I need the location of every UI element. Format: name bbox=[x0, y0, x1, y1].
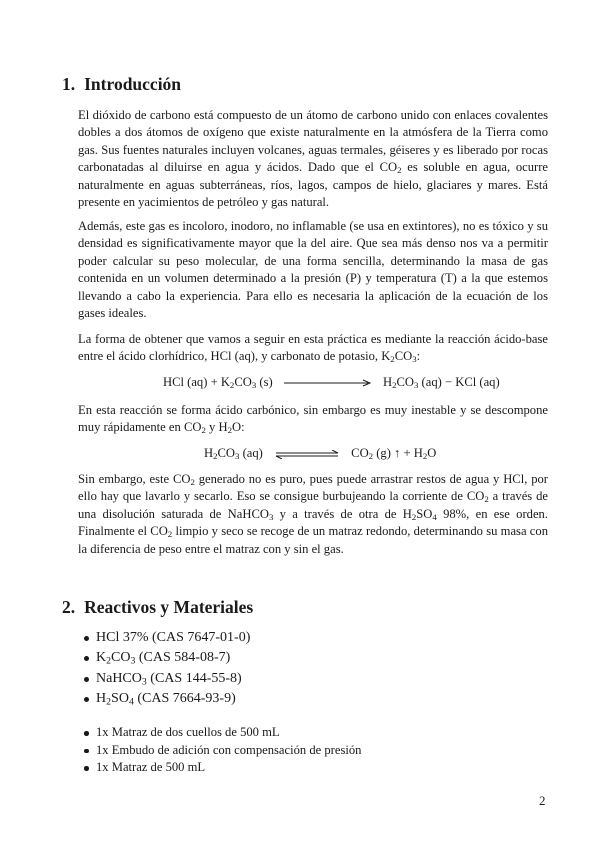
intro-paragraph-1: El dióxido de carbono está compuesto de un átomo de carbono unido con enlaces covalentes dobles a dos átomos de oxígeno que existe naturalmente en la atmósfera de la Tierra como gas. Sus fuentes naturales incluyen volcanes, aguas termales, géiseres y es liberado por rocas carbonatadas al diluirse en agua y ácidos. Dado que el $CO_2$ es soluble en agua, ocurre naturalmente en aguas subterráneas, ríos, lagos, campos de hielo, glaciares y mares. Está presente en yacimientos de petróleo y gas natural. bbox=[78, 108, 548, 210]
materials-list bbox=[84, 724, 361, 777]
intro-paragraph-3: La forma de obtener que vamos a seguir en esta práctica es mediante la reacción ácido-base entre el ácido clorhídrico, HCl (aq), y carbonato de potasio, $K_2CO_3$: bbox=[78, 332, 548, 365]
page-number: 2 bbox=[539, 793, 546, 808]
list-item: $K_2CO_3$ (CAS 584-08-7) bbox=[84, 648, 250, 668]
intro-paragraph-5: Sin embargo, este $CO_2$ generado no es puro, pues puede arrastrar restos de agua y HCl, por ello hay que lavarlo y secarlo. Eso se consigue burbujeando la corriente de $CO_2$ a través de una disolución saturada de NaHCO$_3$ y a través de otra de $H_2SO_4$ 98%, en ese orden. Finalmente el $CO_2$ limpio y seco se recoge de un matraz redondo, determinando su masa con la diferencia de peso entre el matraz con y sin el gas. bbox=[78, 472, 548, 556]
reaction-equation-2: $H_2CO_3$ (aq) $CO_2$ (g) ↑ + $H_2O$ bbox=[204, 446, 437, 462]
reaction-arrow-icon bbox=[284, 379, 372, 387]
equilibrium-arrow-icon bbox=[274, 450, 340, 459]
list-item: NaHCO$_3$ (CAS 144-55-8) bbox=[84, 669, 250, 689]
section-2-title: Reactivos y Materiales bbox=[84, 597, 254, 617]
list-item: 1x Embudo de adición con compensación de presión bbox=[84, 742, 361, 760]
section-2-heading bbox=[62, 597, 253, 618]
intro-paragraph-2: Además, este gas es incoloro, inodoro, no inflamable (se usa en extintores), no es tóxico y su densidad es significativamente mayor que la del aire. Que sea más denso nos va a permitir poder calcular su peso molecular, de una forma sencilla, determinando la masa de gas contenida en un volumen determinado a la presión (P) y temperatura (T) a la que estemos llevando a cabo la experiencia. Para ello es necesaria la aplicación de la ecuación de los gases ideales. bbox=[78, 219, 548, 321]
section-1-title: Introducción bbox=[84, 74, 182, 94]
list-item: $H_2SO_4$ (CAS 7664-93-9) bbox=[84, 689, 250, 709]
list-item: 1x Matraz de dos cuellos de 500 mL bbox=[84, 724, 361, 742]
section-2-number: 2. bbox=[62, 597, 76, 617]
reaction-equation-1: HCl $(aq) + K_2CO_3$ (s) $H_2CO_3$ (aq) − KCl (aq) bbox=[163, 375, 500, 391]
section-1-number: 1. bbox=[62, 74, 76, 94]
list-item: HCl 37% (CAS 7647-01-0) bbox=[84, 628, 250, 648]
reagents-list bbox=[84, 628, 250, 710]
section-1-heading bbox=[62, 74, 181, 95]
intro-paragraph-4: En esta reacción se forma ácido carbónico, sin embargo es muy inestable y se descompone muy rápidamente en $CO_2$ y $H_2O$: bbox=[78, 403, 548, 436]
list-item: 1x Matraz de 500 mL bbox=[84, 759, 361, 777]
